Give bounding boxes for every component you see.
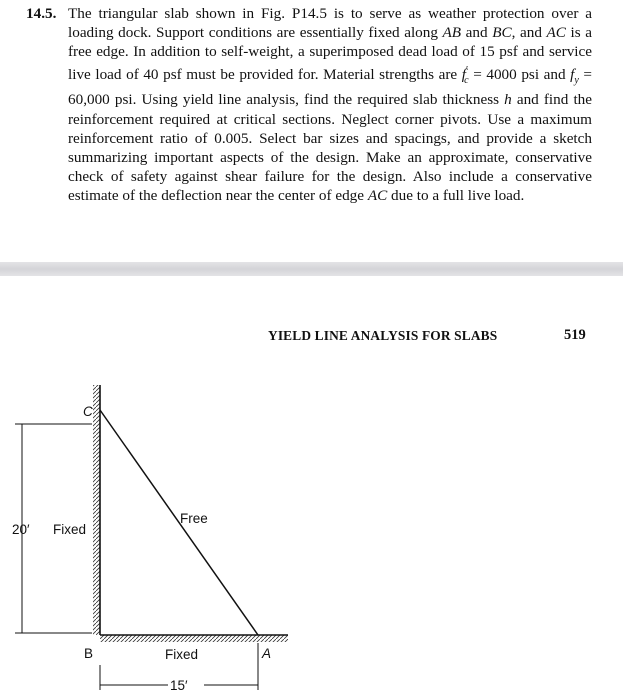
text-run: and find the reinforcement required at critical sections. Neglect corner pivots. Use a maximum reinforcement ratio of 0.005. Select bar sizes and spacings, and provide a sketch summarizing important aspects of the design. Make an approximate, conservative check of safety against shear failure for the design. Also include a conservative estimate of the deflection near the center of edge	[68, 91, 592, 204]
running-head: YIELD LINE ANALYSIS FOR SLABS	[268, 328, 498, 343]
vertex-a-label: A	[262, 646, 272, 661]
symbol-fy: f	[570, 66, 575, 84]
edge-ac-ref: AC	[367, 186, 388, 204]
fixed-ab-label: Fixed	[165, 647, 199, 662]
text-run: , and	[511, 24, 547, 42]
page-divider	[0, 262, 623, 276]
page-number: 519	[564, 327, 586, 343]
symbol-fc: f	[461, 66, 466, 84]
problem-text	[68, 4, 592, 205]
text-run: = 60,000 psi. Using yield line analysis, find the required slab thickness	[68, 66, 592, 109]
edge-ac	[100, 410, 258, 635]
support-hatch-bc	[93, 385, 100, 635]
symbol-prime: ′	[465, 65, 469, 77]
text-run: and	[461, 24, 493, 42]
symbol-sub-c: c	[464, 75, 469, 87]
edge-ab-ref: AB	[442, 24, 462, 42]
problem-number: 14.5.	[26, 5, 57, 22]
edge-ac-ref: AC	[546, 24, 566, 42]
symbol-h: h	[504, 91, 512, 109]
text-run: due to a full live load.	[387, 186, 525, 204]
edge-bc-ref: BC	[492, 24, 512, 42]
symbol-sub-y: y	[574, 75, 579, 87]
figure-p14-5	[0, 375, 623, 700]
support-hatch-ab	[100, 635, 288, 642]
vertex-c-label: C	[83, 404, 93, 419]
problem-statement	[26, 4, 592, 205]
text-run: is a free edge. In addition to self-weight, a superimposed dead load of 15 psf and service live load of 40 psf must be provided for. Material strengths are	[68, 24, 592, 84]
dim-horizontal-label: 15′	[170, 678, 188, 693]
fixed-bc-label: Fixed	[53, 522, 87, 537]
vertex-b-label: B	[84, 646, 94, 661]
text-run: The triangular slab shown in Fig. P14.5 is to serve as weather protection over a loading dock. Support conditions are essentially fixed along	[68, 5, 592, 42]
text-run: = 4000 psi and	[468, 66, 571, 84]
free-edge-label: Free	[180, 511, 208, 526]
dim-vertical-label: 20′	[12, 522, 30, 537]
